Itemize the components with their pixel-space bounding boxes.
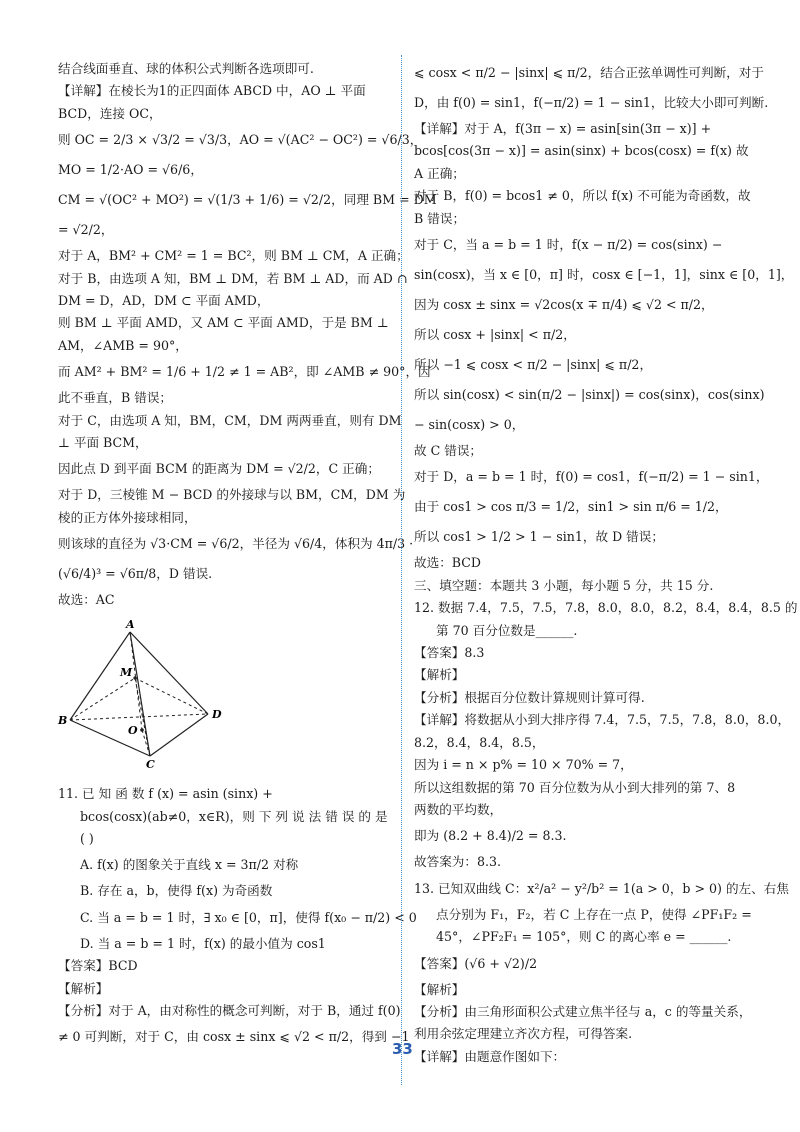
text-line: 则该球的直径为 √3·CM = √6/2，半径为 √6/4，体积为 4π/3 · bbox=[58, 536, 414, 552]
label-d: D bbox=[212, 707, 222, 721]
text-line: 45°，∠PF₂F₁ = 105°，则 C 的离心率 e = ______. bbox=[436, 929, 732, 945]
label-a: A bbox=[126, 617, 135, 631]
text-line: bcos[cos(3π − x)] = asin(sinx) + bcos(cosx) = f(x) 故 bbox=[414, 143, 749, 159]
edge-ao bbox=[130, 632, 142, 730]
text-line: 【详解】在棱长为1的正四面体 ABCD 中，AO ⊥ 平面 bbox=[58, 83, 366, 99]
text-line: 对于 A，BM² + CM² = 1 = BC²，则 BM ⊥ CM，A 正确； bbox=[58, 248, 409, 264]
text-line: C. 当 a = b = 1 时，∃ x₀ ∈ [0，π]，使得 f(x₀ − π/2) < 0 bbox=[80, 909, 417, 925]
text-line: 故答案为：8.3. bbox=[414, 854, 502, 870]
edge-md bbox=[135, 678, 208, 714]
label-c: C bbox=[146, 757, 155, 771]
text-line: 故选：AC bbox=[58, 592, 115, 608]
text-line: 【答案】8.3 bbox=[414, 645, 485, 661]
text-line: 【分析】对于 A，由对称性的概念可判断，对于 B，通过 f(0) bbox=[58, 1002, 401, 1018]
label-o: O bbox=[128, 723, 138, 737]
text-line: 13. 已知双曲线 C：x²/a² − y²/b² = 1(a > 0，b > 0) 的左、右焦 bbox=[414, 880, 789, 896]
text-line: 所以 cos1 > 1/2 > 1 − sin1，故 D 错误； bbox=[414, 529, 664, 545]
point-o bbox=[140, 728, 144, 732]
text-line: MO = 1/2·AO = √6/6， bbox=[58, 162, 203, 178]
text-line: bcos(cosx)(ab≠0，x∈R)，则 下 列 说 法 错 误 的 是 bbox=[80, 808, 388, 824]
text-line: 12. 数据 7.4，7.5，7.5，7.8，8.0，8.0，8.2，8.4，8.4，8.5 的 bbox=[414, 600, 798, 616]
text-line: 8.2，8.4，8.4，8.5， bbox=[414, 734, 545, 750]
text-line: 由于 cos1 > cos π/3 = 1/2，sin1 > sin π/6 = 1/2， bbox=[414, 499, 728, 515]
text-line: 所以 sin(cosx) < sin(π/2 − |sinx|) = cos(sinx)，cos(sinx) bbox=[414, 387, 765, 403]
text-line: 【分析】根据百分位数计算规则计算可得. bbox=[414, 689, 645, 705]
point-m bbox=[133, 676, 136, 679]
text-line: 【解析】 bbox=[58, 980, 109, 996]
text-line: 对于 B，由选项 A 知，BM ⊥ DM，若 BM ⊥ AD，而 AD ∩ bbox=[58, 270, 408, 286]
text-line: A 正确； bbox=[414, 165, 465, 181]
tetrahedron-diagram bbox=[58, 617, 258, 771]
text-line: ⩽ cosx < π/2 − |sinx| ⩽ π/2，结合正弦单调性可判断，对于 bbox=[414, 65, 764, 80]
text-line: D，由 f(0) = sin1，f(−π/2) = 1 − sin1，比较大小即可判断. bbox=[414, 95, 769, 110]
text-line: 对于 C，由选项 A 知，BM，CM，DM 两两垂直，则有 DM bbox=[58, 412, 402, 428]
column-divider bbox=[401, 55, 402, 1085]
text-line: 两数的平均数， bbox=[414, 801, 503, 817]
text-line: 【分析】由三角形面积公式建立焦半径与 a，c 的等量关系， bbox=[414, 1003, 752, 1019]
text-line: 所以 −1 ⩽ cosx < π/2 − |sinx| ⩽ π/2， bbox=[414, 357, 653, 373]
label-m: M bbox=[120, 665, 133, 679]
text-line: DM = D，AD，DM ⊂ 平面 AMD， bbox=[58, 293, 270, 309]
text-line: B. 存在 a，b，使得 f(x) 为奇函数 bbox=[80, 883, 273, 899]
edge-bc bbox=[70, 720, 150, 756]
text-line: 点分别为 F₁，F₂，若 C 上存在一点 P，使得 ∠PF₁F₂ = bbox=[436, 906, 752, 922]
text-line: 因为 cosx ± sinx = √2cos(x ∓ π/4) ⩽ √2 < π/2， bbox=[414, 297, 714, 313]
text-line: 对于 D，三棱锥 M − BCD 的外接球与以 BM，CM，DM 为 bbox=[58, 487, 406, 503]
label-b: B bbox=[58, 713, 68, 727]
text-line: 【详解】由题意作图如下： bbox=[414, 1048, 566, 1064]
text-line: 因此点 D 到平面 BCM 的距离为 DM = √2/2，C 正确； bbox=[58, 461, 380, 477]
text-line: BCD，连接 OC， bbox=[58, 105, 162, 121]
text-line: 则 OC = 2/3 × √3/2 = √3/3，AO = √(AC² − OC²) = √6/3， bbox=[58, 132, 423, 148]
text-line: 第 70 百分位数是______. bbox=[436, 622, 578, 638]
text-line: 所以 cosx + |sinx| < π/2， bbox=[414, 327, 576, 343]
text-line: 11. 已 知 函 数 f (x) = asin (sinx) + bbox=[58, 786, 273, 802]
page-number: 33 bbox=[392, 1040, 413, 1058]
text-line: 则 BM ⊥ 平面 AMD，又 AM ⊂ 平面 AMD，于是 BM ⊥ bbox=[58, 315, 389, 331]
text-line: 利用余弦定理建立齐次方程，可得答案. bbox=[414, 1026, 633, 1042]
text-line: (√6/4)³ = √6π/8，D 错误. bbox=[58, 566, 213, 582]
edge-bm bbox=[70, 678, 135, 720]
edge-dc bbox=[150, 714, 208, 756]
text-line: 因为 i = n × p% = 10 × 70% = 7， bbox=[414, 757, 633, 773]
right-text-block bbox=[414, 58, 798, 1068]
text-line: 棱的正方体外接球相同， bbox=[58, 509, 197, 525]
text-line: D. 当 a = b = 1 时，f(x) 的最小值为 cos1 bbox=[80, 935, 326, 951]
text-line: 故选：BCD bbox=[414, 555, 482, 571]
text-line: B 错误； bbox=[414, 210, 466, 226]
edge-bd bbox=[70, 714, 208, 720]
text-line: 【答案】(√6 + √2)/2 bbox=[414, 955, 538, 971]
text-line: 对于 C，当 a = b = 1 时，f(x − π/2) = cos(sinx) − bbox=[414, 237, 723, 253]
text-line: 所以这组数据的第 70 百分位数为从小到大排列的第 7、8 bbox=[414, 779, 736, 795]
text-line: 【解析】 bbox=[414, 667, 465, 683]
text-line: 此不垂直，B 错误； bbox=[58, 390, 173, 406]
text-line: 对于 D，a = b = 1 时，f(0) = cos1，f(−π/2) = 1 − sin1， bbox=[414, 469, 769, 485]
text-line: ⊥ 平面 BCM， bbox=[58, 435, 148, 451]
tetrahedron-figure bbox=[58, 618, 388, 775]
text-line: 【详解】对于 A，f(3π − x) = asin[sin(3π − x)] + bbox=[414, 121, 712, 136]
text-line: sin(cosx)，当 x ∈ [0，π] 时，cosx ∈ [−1，1]，sinx ∈ [0，1]， bbox=[414, 267, 794, 283]
text-line: 结合线面垂直、球的体积公式判断各选项即可. bbox=[58, 61, 314, 76]
right-column bbox=[414, 58, 798, 1068]
text-line: ( ) bbox=[80, 830, 94, 846]
text-line: CM = √(OC² + MO²) = √(1/3 + 1/6) = √2/2，同理 BM = DM bbox=[58, 192, 437, 208]
left-column bbox=[58, 58, 437, 1052]
text-line: 【解析】 bbox=[414, 981, 465, 997]
text-line: 【答案】BCD bbox=[58, 958, 138, 974]
text-line: AM，∠AMB = 90°， bbox=[58, 337, 188, 353]
text-line: 故 C 错误； bbox=[414, 443, 483, 459]
text-line: ≠ 0 可判断，对于 C，由 cosx ± sinx ⩽ √2 < π/2，得到 −1 bbox=[58, 1029, 410, 1045]
text-line: 【详解】将数据从小到大排序得 7.4，7.5，7.5，7.8，8.0，8.0， bbox=[414, 712, 791, 728]
left-text-block bbox=[58, 58, 437, 612]
text-line: 而 AM² + BM² = 1/6 + 1/2 ≠ 1 = AB²，即 ∠AMB ≠ 90°，因 bbox=[58, 364, 431, 380]
text-line: 即为 (8.2 + 8.4)/2 = 8.3. bbox=[414, 828, 567, 844]
text-line: 对于 B，f(0) = bcos1 ≠ 0，所以 f(x) 不可能为奇函数，故 bbox=[414, 188, 751, 204]
text-line: A. f(x) 的图象关于直线 x = 3π/2 对称 bbox=[80, 857, 299, 873]
text-line: 三、填空题：本题共 3 小题，每小题 5 分，共 15 分. bbox=[414, 577, 714, 593]
text-line: − sin(cosx) > 0， bbox=[414, 417, 525, 433]
text-line: = √2/2， bbox=[58, 222, 114, 238]
